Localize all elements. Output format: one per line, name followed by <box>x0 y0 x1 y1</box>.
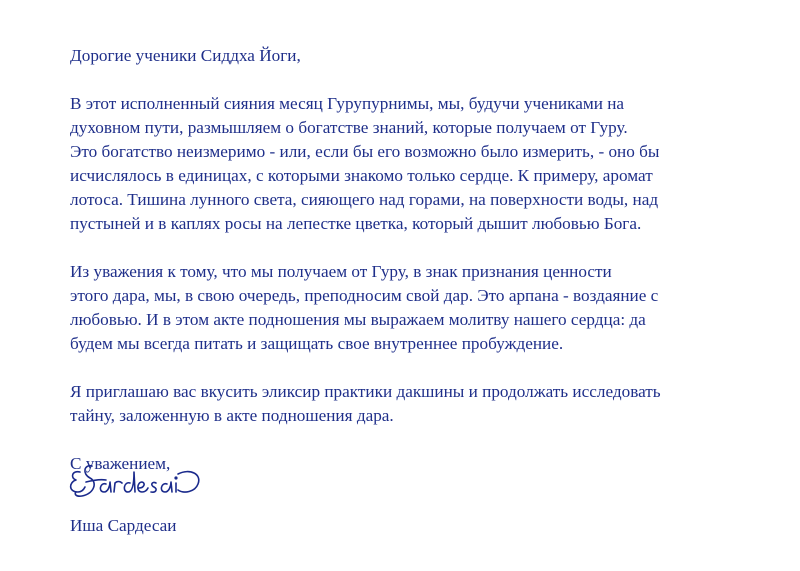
paragraph-line: пустыней и в каплях росы на лепестке цветка, который дышит любовью Бога. <box>70 214 642 233</box>
paragraph-line: любовью. И в этом акте подношения мы выражаем молитву нашего сердца: да <box>70 310 646 329</box>
paragraph-line: исчислялось в единицах, с которыми знакомо только сердце. К примеру, аромат <box>70 166 653 185</box>
handwritten-signature <box>66 452 206 510</box>
paragraph-1 <box>70 92 770 236</box>
paragraph-line: будем мы всегда питать и защищать свое внутреннее пробуждение. <box>70 334 564 353</box>
paragraph-line: тайну, заложенную в акте подношения дара. <box>70 406 394 425</box>
paragraph-2 <box>70 260 770 356</box>
paragraph-line: Это богатство неизмеримо - или, если бы его возможно было измерить, - оно бы <box>70 142 660 161</box>
paragraph-line: лотоса. Тишина лунного света, сияющего над горами, на поверхности воды, над <box>70 190 659 209</box>
closing: С уважением, <box>70 454 171 473</box>
greeting: Дорогие ученики Сиддха Йоги, <box>70 46 301 65</box>
letter-body <box>70 44 770 476</box>
paragraph-line: Я приглашаю вас вкусить эликсир практики дакшины и продолжать исследовать <box>70 382 661 401</box>
paragraph-3 <box>70 380 770 428</box>
signer-name: Иша Сардесаи <box>70 516 177 535</box>
paragraph-line: Из уважения к тому, что мы получаем от Гуру, в знак признания ценности <box>70 262 612 281</box>
paragraph-line: духовном пути, размышляем о богатстве знаний, которые получаем от Гуру. <box>70 118 628 137</box>
paragraph-line: этого дара, мы, в свою очередь, преподносим свой дар. Это арпана - воздаяние с <box>70 286 659 305</box>
paragraph-line: В этот исполненный сияния месяц Гурупурнимы, мы, будучи учениками на <box>70 94 625 113</box>
